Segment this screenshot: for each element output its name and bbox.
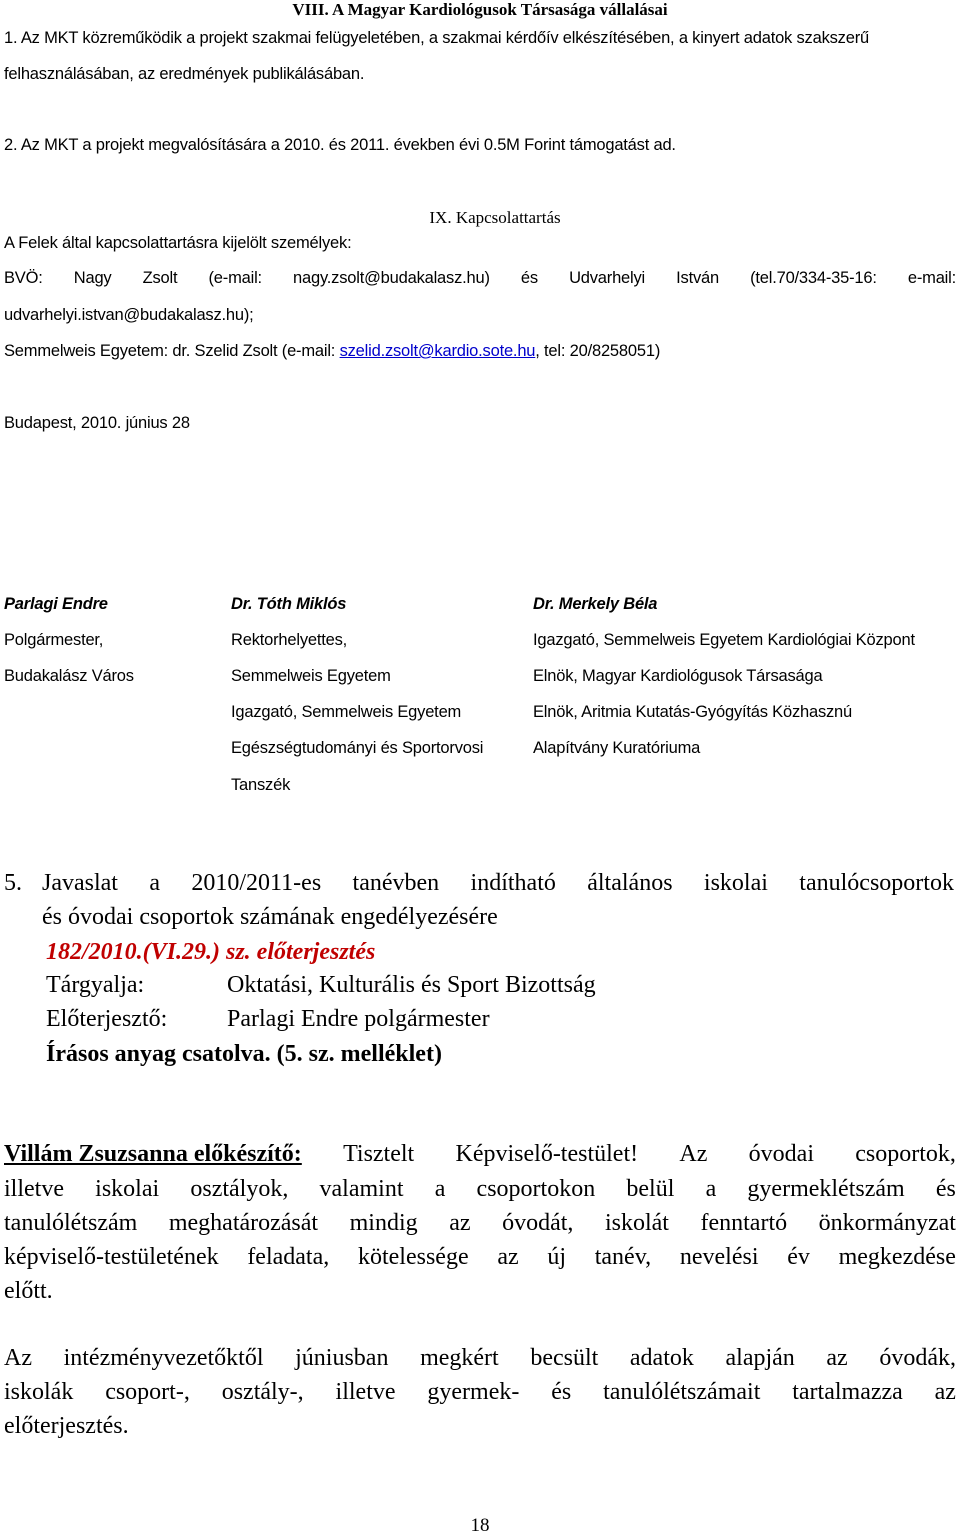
paragraph-1-line-1	[4, 1141, 956, 1168]
signatory-title: Alapítvány Kuratóriuma	[533, 739, 701, 757]
word: a	[705, 1176, 717, 1202]
word: a	[434, 1176, 446, 1202]
word: óvodák,	[879, 1345, 956, 1371]
word: meghatározását	[168, 1210, 319, 1236]
word: óvodai	[748, 1141, 814, 1167]
paragraph-1-line-5: előtt.	[4, 1278, 53, 1304]
word: új	[547, 1244, 567, 1270]
word: csoport-,	[105, 1379, 190, 1405]
agenda-title-word: tanévben	[352, 870, 440, 896]
signatory-title: Elnök, Magyar Kardiológusok Társasága	[533, 667, 823, 685]
presenter-value: Parlagi Endre polgármester	[227, 1006, 490, 1032]
bvo-word: Udvarhelyi	[569, 269, 646, 287]
word: az	[934, 1379, 956, 1405]
word: óvodát,	[502, 1210, 574, 1236]
word: az	[497, 1244, 519, 1270]
word: megkezdése	[838, 1244, 956, 1270]
word: Képviselő-testület!	[455, 1141, 639, 1167]
signatory-name: Dr. Merkely Béla	[533, 595, 658, 613]
word: fenntartó	[700, 1210, 788, 1236]
signatory-name: Dr. Tóth Miklós	[231, 595, 347, 613]
word: feladata,	[247, 1244, 330, 1270]
paragraph-1-line-4	[4, 1244, 956, 1271]
word: az	[449, 1210, 471, 1236]
bvo-word: Zsolt	[142, 269, 178, 287]
semmelweis-contact-prefix: Semmelweis Egyetem: dr. Szelid Zsolt (e-mail:	[4, 342, 340, 360]
agenda-title-word: iskolai	[703, 870, 768, 896]
section-8-item-2: 2. Az MKT a projekt megvalósítására a 2010. és 2011. években évi 0.5M Forint támogatást ad.	[4, 136, 676, 154]
agenda-title-line-2: és óvodai csoportok számának engedélyezésére	[42, 904, 498, 930]
word: illetve	[335, 1379, 396, 1405]
word: az	[826, 1345, 848, 1371]
discussed-by-label: Tárgyalja:	[46, 972, 145, 998]
bvo-word: és	[520, 269, 538, 287]
agenda-title-word: 2010/2011-es	[191, 870, 322, 896]
word: tanév,	[594, 1244, 652, 1270]
word: Az	[679, 1141, 708, 1167]
word: megkért	[420, 1345, 499, 1371]
semmelweis-contact-suffix: , tel: 20/8258051)	[535, 342, 661, 360]
bvo-email-1[interactable]: nagy.zsolt@budakalasz.hu)	[293, 269, 490, 287]
word: osztályok,	[190, 1176, 289, 1202]
word: illetve	[4, 1176, 64, 1202]
word: csoportokon	[476, 1176, 596, 1202]
bvo-word: Nagy	[73, 269, 112, 287]
presenter-label: Előterjesztő:	[46, 1006, 168, 1032]
word: és	[935, 1176, 956, 1202]
agenda-title-word: a	[149, 870, 161, 896]
section-8-item-1-line-1: 1. Az MKT közreműködik a projekt szakmai felügyeletében, a szakmai kérdőív elkészítésében, a kinyert adatok szakszerű	[4, 29, 869, 47]
word: nevelési	[679, 1244, 759, 1270]
agenda-number: 5.	[4, 870, 22, 896]
word: osztály-,	[221, 1379, 304, 1405]
agenda-title-word: Javaslat	[42, 870, 118, 896]
agenda-title-word: tanulócsoportok	[799, 870, 954, 896]
word: tartalmazza	[792, 1379, 903, 1405]
paragraph-1-line-3	[4, 1210, 956, 1237]
discussed-by-value: Oktatási, Kulturális és Sport Bizottság	[227, 972, 596, 998]
bvo-word: István	[676, 269, 719, 287]
signatory-name: Parlagi Endre	[4, 595, 108, 613]
agenda-title-line-1	[42, 870, 954, 897]
signatory-title: Polgármester,	[4, 631, 104, 649]
signatory-title: Semmelweis Egyetem	[231, 667, 391, 685]
word: képviselő-testületének	[4, 1244, 219, 1270]
section-8-heading: VIII. A Magyar Kardiológusok Társasága vállalásai	[292, 0, 668, 19]
bvo-word: BVÖ:	[4, 269, 43, 287]
word: gyermeklétszám	[747, 1176, 905, 1202]
word: alapján	[725, 1345, 795, 1371]
semmelweis-contact	[4, 342, 660, 361]
section-8-item-1-line-2: felhasználásában, az eredmények publikálásában.	[4, 65, 365, 83]
paragraph-2-line-3: előterjesztés.	[4, 1413, 129, 1439]
bvo-word: (e-mail:	[208, 269, 262, 287]
bvo-phone: (tel.70/334-35-16:	[750, 269, 877, 287]
word: iskolák	[4, 1379, 74, 1405]
word: önkormányzat	[818, 1210, 956, 1236]
paragraph-2-line-2	[4, 1379, 956, 1406]
word: gyermek-	[427, 1379, 520, 1405]
bvo-contact-line-2[interactable]: udvarhelyi.istvan@budakalasz.hu);	[4, 306, 254, 324]
word: tanulólétszám	[4, 1210, 138, 1236]
word: iskolát	[604, 1210, 669, 1236]
word: Tisztelt	[343, 1141, 415, 1167]
word: becsült	[530, 1345, 599, 1371]
word: valamint	[319, 1176, 404, 1202]
signatory-title: Tanszék	[231, 776, 291, 794]
page-number: 18	[470, 1515, 490, 1536]
word: júniusban	[295, 1345, 389, 1371]
word: tanulólétszámait	[603, 1379, 761, 1405]
attachment-note: Írásos anyag csatolva. (5. sz. melléklet)	[46, 1041, 442, 1067]
word: intézményvezetőktől	[63, 1345, 264, 1371]
semmelweis-email-link[interactable]: szelid.zsolt@kardio.sote.hu	[339, 342, 536, 360]
word: mindig	[349, 1210, 418, 1236]
signatory-title: Elnök, Aritmia Kutatás-Gyógyítás Közhasznú	[533, 703, 853, 721]
speaker-name: Villám Zsuzsanna előkészítő:	[4, 1141, 302, 1167]
word: Az	[4, 1345, 32, 1371]
agenda-title-word: indítható	[470, 870, 556, 896]
bvo-word: e-mail:	[907, 269, 956, 287]
bvo-contact-line-1	[4, 269, 956, 288]
contacts-intro: A Felek által kapcsolattartásra kijelölt személyek:	[4, 234, 352, 252]
signatory-title: Rektorhelyettes,	[231, 631, 348, 649]
place-date: Budapest, 2010. június 28	[4, 414, 190, 432]
word: kötelessége	[357, 1244, 469, 1270]
paragraph-2-line-1	[4, 1345, 956, 1372]
signatory-title: Egészségtudományi és Sportorvosi	[231, 739, 484, 757]
proposal-number: 182/2010.(VI.29.) sz. előterjesztés	[46, 939, 376, 965]
agenda-title-word: általános	[587, 870, 673, 896]
word: belül	[626, 1176, 675, 1202]
paragraph-1-line-2	[4, 1176, 956, 1203]
word: év	[787, 1244, 810, 1270]
word: csoportok,	[855, 1141, 956, 1167]
signatory-title: Igazgató, Semmelweis Egyetem Kardiológiai Központ	[533, 631, 915, 649]
signatory-title: Igazgató, Semmelweis Egyetem	[231, 703, 462, 721]
word: adatok	[629, 1345, 694, 1371]
word: és	[551, 1379, 572, 1405]
word: iskolai	[95, 1176, 160, 1202]
section-9-heading: IX. Kapcsolattartás	[429, 208, 561, 227]
signatory-title: Budakalász Város	[4, 667, 134, 685]
